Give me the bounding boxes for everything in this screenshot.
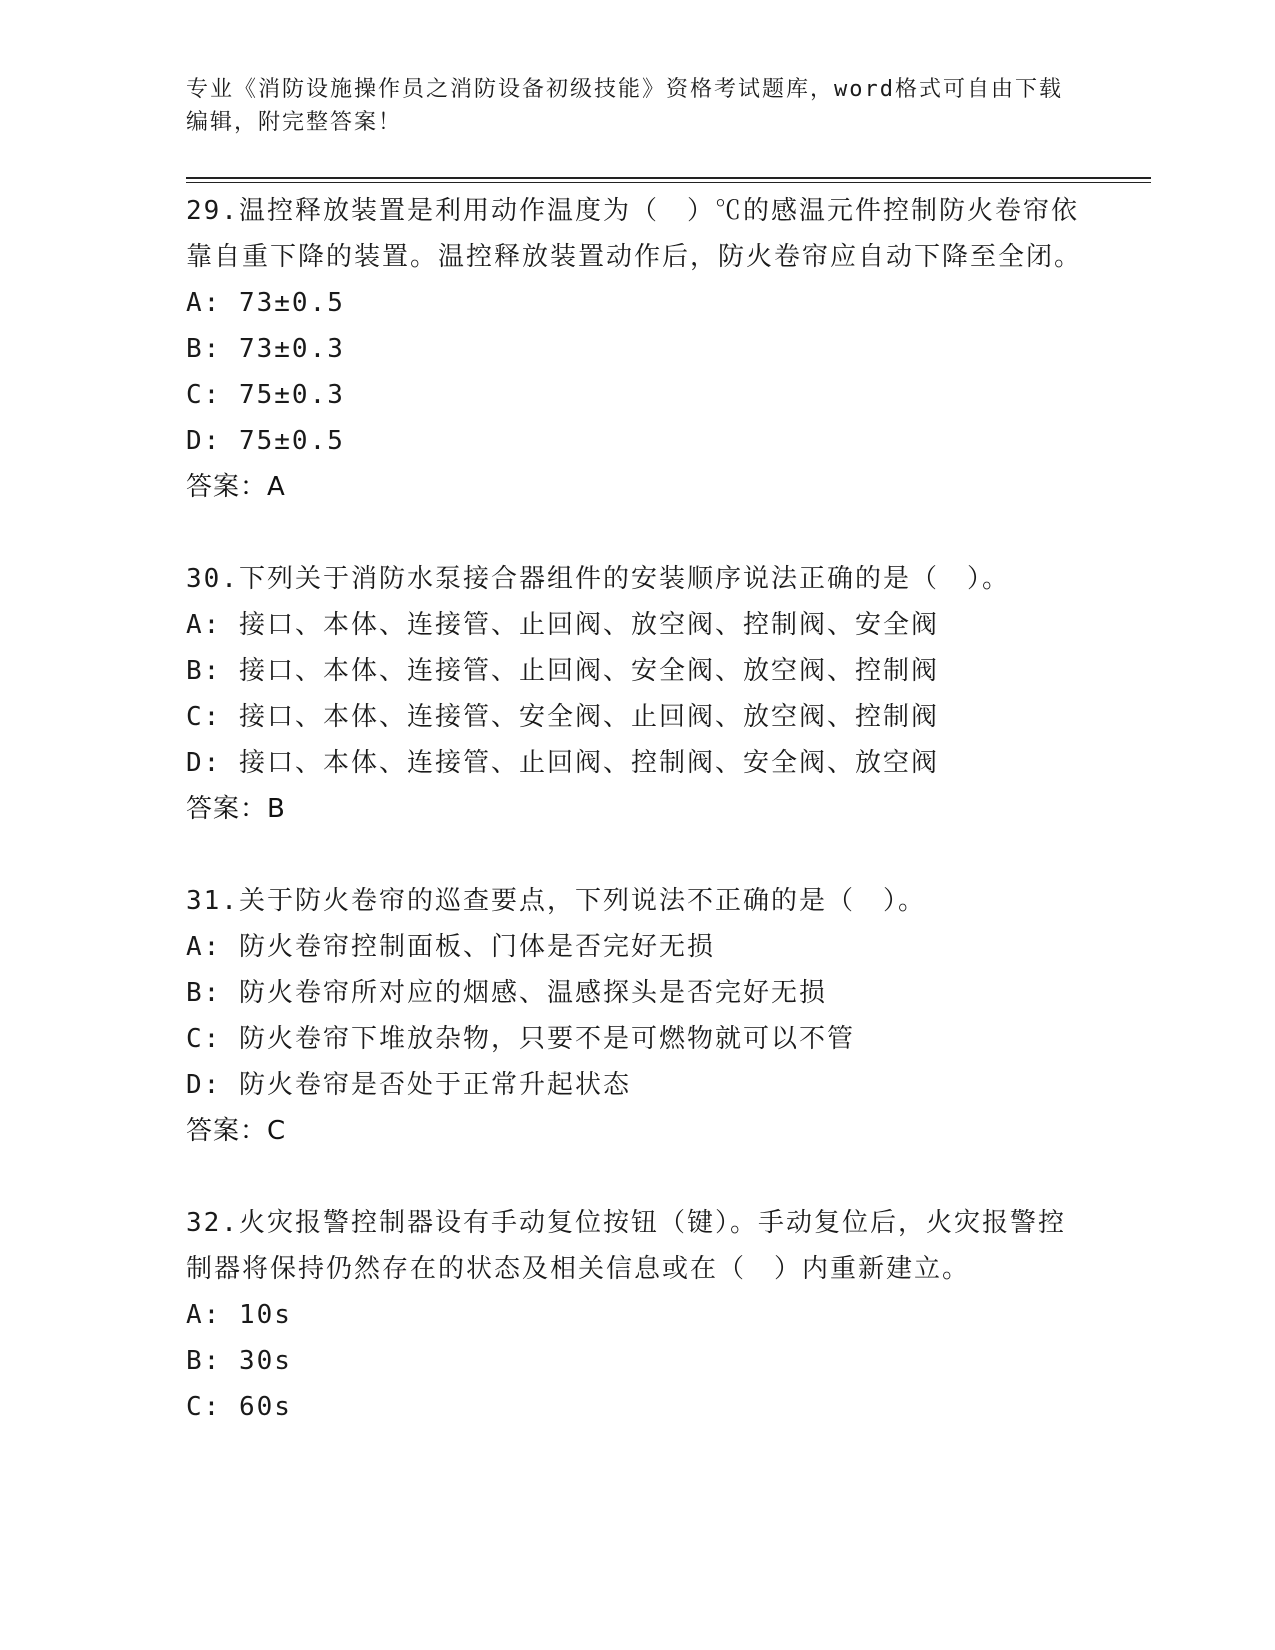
page-header: 专业《消防设施操作员之消防设备初级技能》资格考试题库，word格式可自由下载编辑，附完整答案！ <box>186 77 1063 135</box>
answer: 答案：C <box>186 1116 287 1146</box>
answer: 答案：A <box>186 472 286 502</box>
option-d: D: 75±0.5 <box>186 426 345 456</box>
question-stem: 29.温控释放装置是利用动作温度为（ ）℃的感温元件控制防火卷帘依靠自重下降的装置。温控释放装置动作后，防火卷帘应自动下降至全闭。 <box>186 196 1083 272</box>
answer: 答案：B <box>186 794 286 824</box>
question-32 <box>186 1200 1086 1430</box>
option-a: A: 接口、本体、连接管、止回阀、放空阀、控制阀、安全阀 <box>186 610 939 640</box>
option-b: B: 30s <box>186 1346 292 1376</box>
question-list <box>186 188 1086 1476</box>
question-30 <box>186 556 1086 832</box>
option-d: D: 接口、本体、连接管、止回阀、控制阀、安全阀、放空阀 <box>186 748 939 778</box>
header-divider <box>186 177 1151 179</box>
option-c: C: 接口、本体、连接管、安全阀、止回阀、放空阀、控制阀 <box>186 702 939 732</box>
option-a: A: 73±0.5 <box>186 288 345 318</box>
question-stem: 32.火灾报警控制器设有手动复位按钮（键）。手动复位后，火灾报警控制器将保持仍然存在的状态及相关信息或在（ ）内重新建立。 <box>186 1208 1066 1284</box>
question-stem: 30.下列关于消防水泵接合器组件的安装顺序说法正确的是（ ）。 <box>186 564 1010 594</box>
option-c: C: 60s <box>186 1392 292 1422</box>
option-a: A: 防火卷帘控制面板、门体是否完好无损 <box>186 932 715 962</box>
option-b: B: 防火卷帘所对应的烟感、温感探头是否完好无损 <box>186 978 827 1008</box>
option-a: A: 10s <box>186 1300 292 1330</box>
header-divider-thin <box>186 182 1151 183</box>
question-31 <box>186 878 1086 1154</box>
option-c: C: 防火卷帘下堆放杂物，只要不是可燃物就可以不管 <box>186 1024 855 1054</box>
question-29 <box>186 188 1086 510</box>
option-c: C: 75±0.3 <box>186 380 345 410</box>
option-b: B: 73±0.3 <box>186 334 345 364</box>
option-d: D: 防火卷帘是否处于正常升起状态 <box>186 1070 631 1100</box>
question-stem: 31.关于防火卷帘的巡查要点，下列说法不正确的是（ ）。 <box>186 886 926 916</box>
option-b: B: 接口、本体、连接管、止回阀、安全阀、放空阀、控制阀 <box>186 656 939 686</box>
